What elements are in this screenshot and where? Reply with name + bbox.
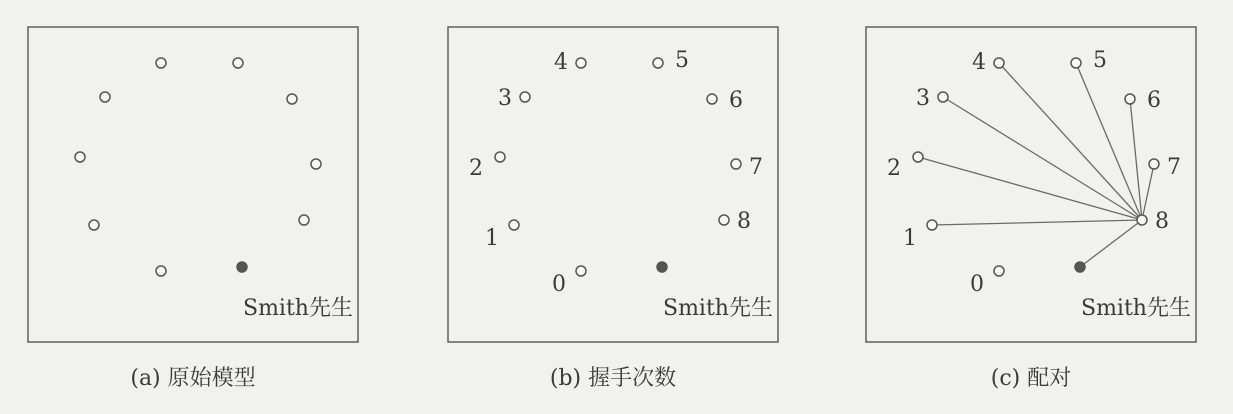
vertex-6 [1125, 94, 1135, 104]
edge-8-1 [932, 220, 1142, 225]
vertex-label-3: 3 [916, 86, 930, 111]
vertex-label-6: 6 [1147, 88, 1161, 113]
vertex-3 [100, 92, 110, 102]
vertex-label-6: 6 [729, 88, 743, 113]
vertex-label-2: 2 [887, 156, 901, 181]
vertex-label-8: 8 [737, 209, 751, 234]
vertex-1 [927, 220, 937, 230]
vertex-label-0: 0 [552, 272, 566, 297]
edge-8-3 [943, 97, 1142, 220]
vertex-3 [938, 92, 948, 102]
vertex-label-1: 1 [485, 226, 499, 251]
smith-label: Smith先生 [663, 296, 773, 321]
vertex-6 [707, 94, 717, 104]
vertex-label-4: 4 [554, 50, 568, 75]
vertex-5 [653, 58, 663, 68]
vertex-1 [89, 220, 99, 230]
edge-8-6 [1130, 99, 1142, 220]
vertex-label-5: 5 [1093, 48, 1107, 73]
panel-caption: (c) 配对 [990, 366, 1072, 391]
vertex-label-0: 0 [970, 272, 984, 297]
vertex-5 [233, 58, 243, 68]
panel-a [28, 27, 358, 391]
edge-8-S [1080, 220, 1142, 267]
vertex-0 [156, 266, 166, 276]
smith-vertex [657, 262, 667, 272]
smith-vertex [237, 262, 247, 272]
panel-c [866, 27, 1196, 391]
vertex-7 [311, 159, 321, 169]
vertex-5 [1071, 58, 1081, 68]
vertex-4 [156, 58, 166, 68]
vertex-6 [287, 94, 297, 104]
vertex-label-4: 4 [972, 50, 986, 75]
vertex-label-3: 3 [498, 86, 512, 111]
edge-8-4 [999, 63, 1142, 220]
vertex-label-7: 7 [1167, 155, 1181, 180]
vertex-4 [576, 58, 586, 68]
vertex-label-2: 2 [469, 156, 483, 181]
edge-8-2 [918, 157, 1142, 220]
vertex-label-1: 1 [903, 226, 917, 251]
vertex-8 [719, 215, 729, 225]
vertex-2 [75, 152, 85, 162]
vertex-label-5: 5 [675, 48, 689, 73]
edge-8-7 [1142, 164, 1154, 220]
vertex-label-8: 8 [1155, 209, 1169, 234]
vertex-7 [731, 159, 741, 169]
panel-caption: (a) 原始模型 [130, 366, 256, 391]
vertex-8 [299, 215, 309, 225]
smith-label: Smith先生 [1081, 296, 1191, 321]
vertex-2 [913, 152, 923, 162]
vertex-0 [576, 266, 586, 276]
vertex-7 [1149, 159, 1159, 169]
vertex-label-7: 7 [749, 155, 763, 180]
vertex-4 [994, 58, 1004, 68]
vertex-3 [520, 92, 530, 102]
vertex-2 [495, 152, 505, 162]
vertex-8 [1137, 215, 1147, 225]
panel-b [448, 27, 778, 391]
vertex-0 [994, 266, 1004, 276]
panel-frame [448, 27, 778, 342]
vertex-1 [509, 220, 519, 230]
smith-label: Smith先生 [243, 296, 353, 321]
panel-frame [28, 27, 358, 342]
panel-frame [866, 27, 1196, 342]
panel-caption: (b) 握手次数 [549, 366, 677, 391]
edge-8-5 [1076, 63, 1142, 220]
smith-vertex [1075, 262, 1085, 272]
